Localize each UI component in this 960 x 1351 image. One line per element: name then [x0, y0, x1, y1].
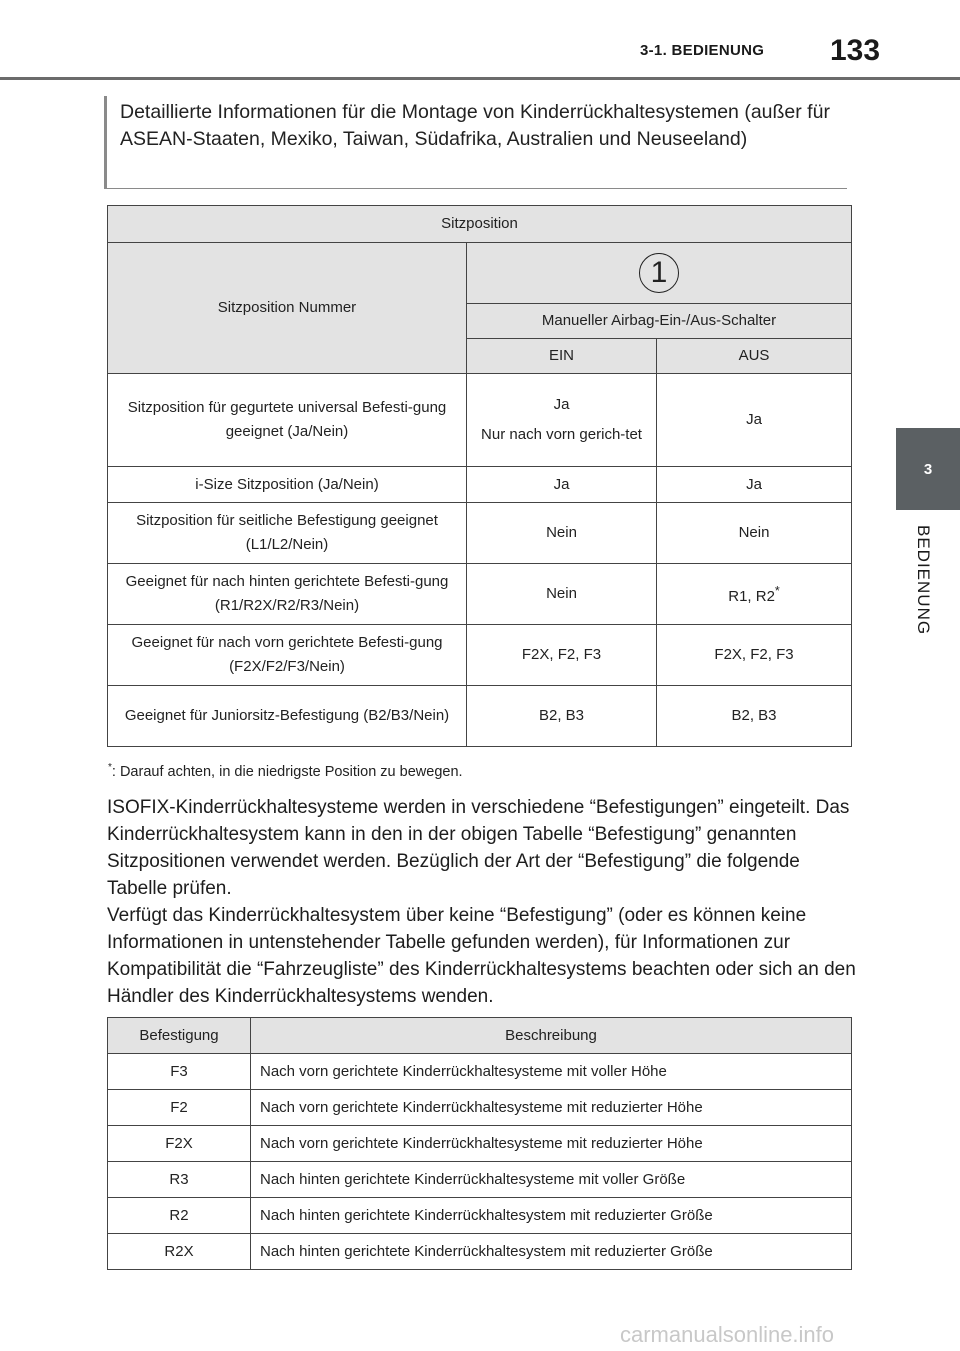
header-divider — [0, 77, 960, 80]
fixture-description: Nach vorn gerichtete Kinderrückhaltesysteme mit voller Höhe — [251, 1054, 852, 1090]
row-label: Geeignet für Juniorsitz-Befestigung (B2/B3/Nein) — [108, 686, 467, 747]
fixture-code: F2X — [108, 1126, 251, 1162]
fixture-table — [107, 1017, 852, 1270]
fixture-code: R2X — [108, 1234, 251, 1270]
ein-value: Nein — [467, 503, 657, 564]
aus-value: Ja — [657, 374, 852, 467]
fixture-code: F2 — [108, 1090, 251, 1126]
page-number: 133 — [830, 34, 881, 67]
row-label: Sitzposition für seitliche Befestigung geeignet (L1/L2/Nein) — [108, 503, 467, 564]
ein-value-line1: Ja — [553, 396, 570, 413]
column-header: Befestigung — [108, 1018, 251, 1054]
aus-value: Nein — [657, 503, 852, 564]
aus-value — [657, 564, 852, 625]
seat-number-badge: 1 — [639, 253, 679, 293]
footnote-marker: * — [108, 762, 112, 773]
footnote — [108, 762, 463, 780]
ein-value: F2X, F2, F3 — [467, 625, 657, 686]
watermark: carmanualsonline.info — [620, 1322, 835, 1347]
aus-value: Ja — [657, 467, 852, 503]
airbag-switch-label: Manueller Airbag-Ein-/Aus-Schalter — [467, 304, 852, 339]
fixture-description: Nach hinten gerichtete Kinderrückhaltesystem mit reduzierter Größe — [251, 1198, 852, 1234]
ein-value: Ja — [467, 467, 657, 503]
aus-value-text: R1, R2 — [728, 588, 775, 605]
ein-value: B2, B3 — [467, 686, 657, 747]
ein-value: Nein — [467, 564, 657, 625]
column-header: Beschreibung — [251, 1018, 852, 1054]
fixture-description: Nach vorn gerichtete Kinderrückhaltesysteme mit reduzierter Höhe — [251, 1126, 852, 1162]
info-box — [104, 96, 847, 189]
aus-value: F2X, F2, F3 — [657, 625, 852, 686]
fixture-description: Nach vorn gerichtete Kinderrückhaltesysteme mit reduzierter Höhe — [251, 1090, 852, 1126]
ein-value-line2: Nur nach vorn gerich-tet — [481, 426, 642, 443]
fixture-code: F3 — [108, 1054, 251, 1090]
row-label: Geeignet für nach vorn gerichtete Befesti-gung (F2X/F2/F3/Nein) — [108, 625, 467, 686]
fixture-description: Nach hinten gerichtete Kinderrückhaltesysteme mit voller Größe — [251, 1162, 852, 1198]
aus-value: B2, B3 — [657, 686, 852, 747]
ein-value — [467, 374, 657, 467]
aus-header: AUS — [657, 339, 852, 374]
fixture-code: R2 — [108, 1198, 251, 1234]
fixture-code: R3 — [108, 1162, 251, 1198]
chapter-tab — [896, 428, 960, 510]
fixture-description: Nach hinten gerichtete Kinderrückhaltesystem mit reduzierter Größe — [251, 1234, 852, 1270]
seat-number-cell — [467, 243, 852, 304]
chapter-label: BEDIENUNG — [914, 524, 933, 636]
chapter-number: 3 — [923, 460, 933, 478]
footnote-text: : Darauf achten, in die niedrigste Position zu bewegen. — [111, 763, 463, 780]
row-label: i-Size Sitzposition (Ja/Nein) — [108, 467, 467, 503]
seat-position-table — [107, 205, 852, 747]
section-title: 3-1. BEDIENUNG — [640, 42, 765, 59]
paragraph: ISOFIX-Kinderrückhaltesysteme werden in verschiedene “Befestigungen” eingeteilt. Das Kinderrückhaltesystem kann in den in der obigen Tabelle “Befestigung” genannten Sitzpositionen verwendet werden. Bezüglich der Art der “Befestigung” die folgende Tabelle prüfen. — [107, 797, 850, 899]
row-label: Sitzposition für gegurtete universal Befesti-gung geeignet (Ja/Nein) — [108, 374, 467, 467]
info-box-text: Detaillierte Informationen für die Montage von Kinderrückhaltesystemen (außer für ASEAN-Staaten, Mexiko, Taiwan, Südafrika, Australien und Neuseeland) — [120, 101, 830, 150]
table1-title: Sitzposition — [108, 206, 852, 243]
row-label: Geeignet für nach hinten gerichtete Befesti-gung (R1/R2X/R2/R3/Nein) — [108, 564, 467, 625]
seat-number-label: Sitzposition Nummer — [108, 243, 467, 374]
body-text — [107, 794, 857, 1010]
paragraph: Verfügt das Kinderrückhaltesystem über keine “Befestigung” (oder es können keine Informationen in untenstehender Tabelle gefunden werden), für Informationen zur Kompatibilität die “Fahrzeugliste” des Kinderrückhaltesystems beachten oder sich an den Händler des Kinderrückhaltesystems wenden. — [107, 905, 856, 1007]
footnote-marker: * — [774, 584, 780, 598]
ein-header: EIN — [467, 339, 657, 374]
